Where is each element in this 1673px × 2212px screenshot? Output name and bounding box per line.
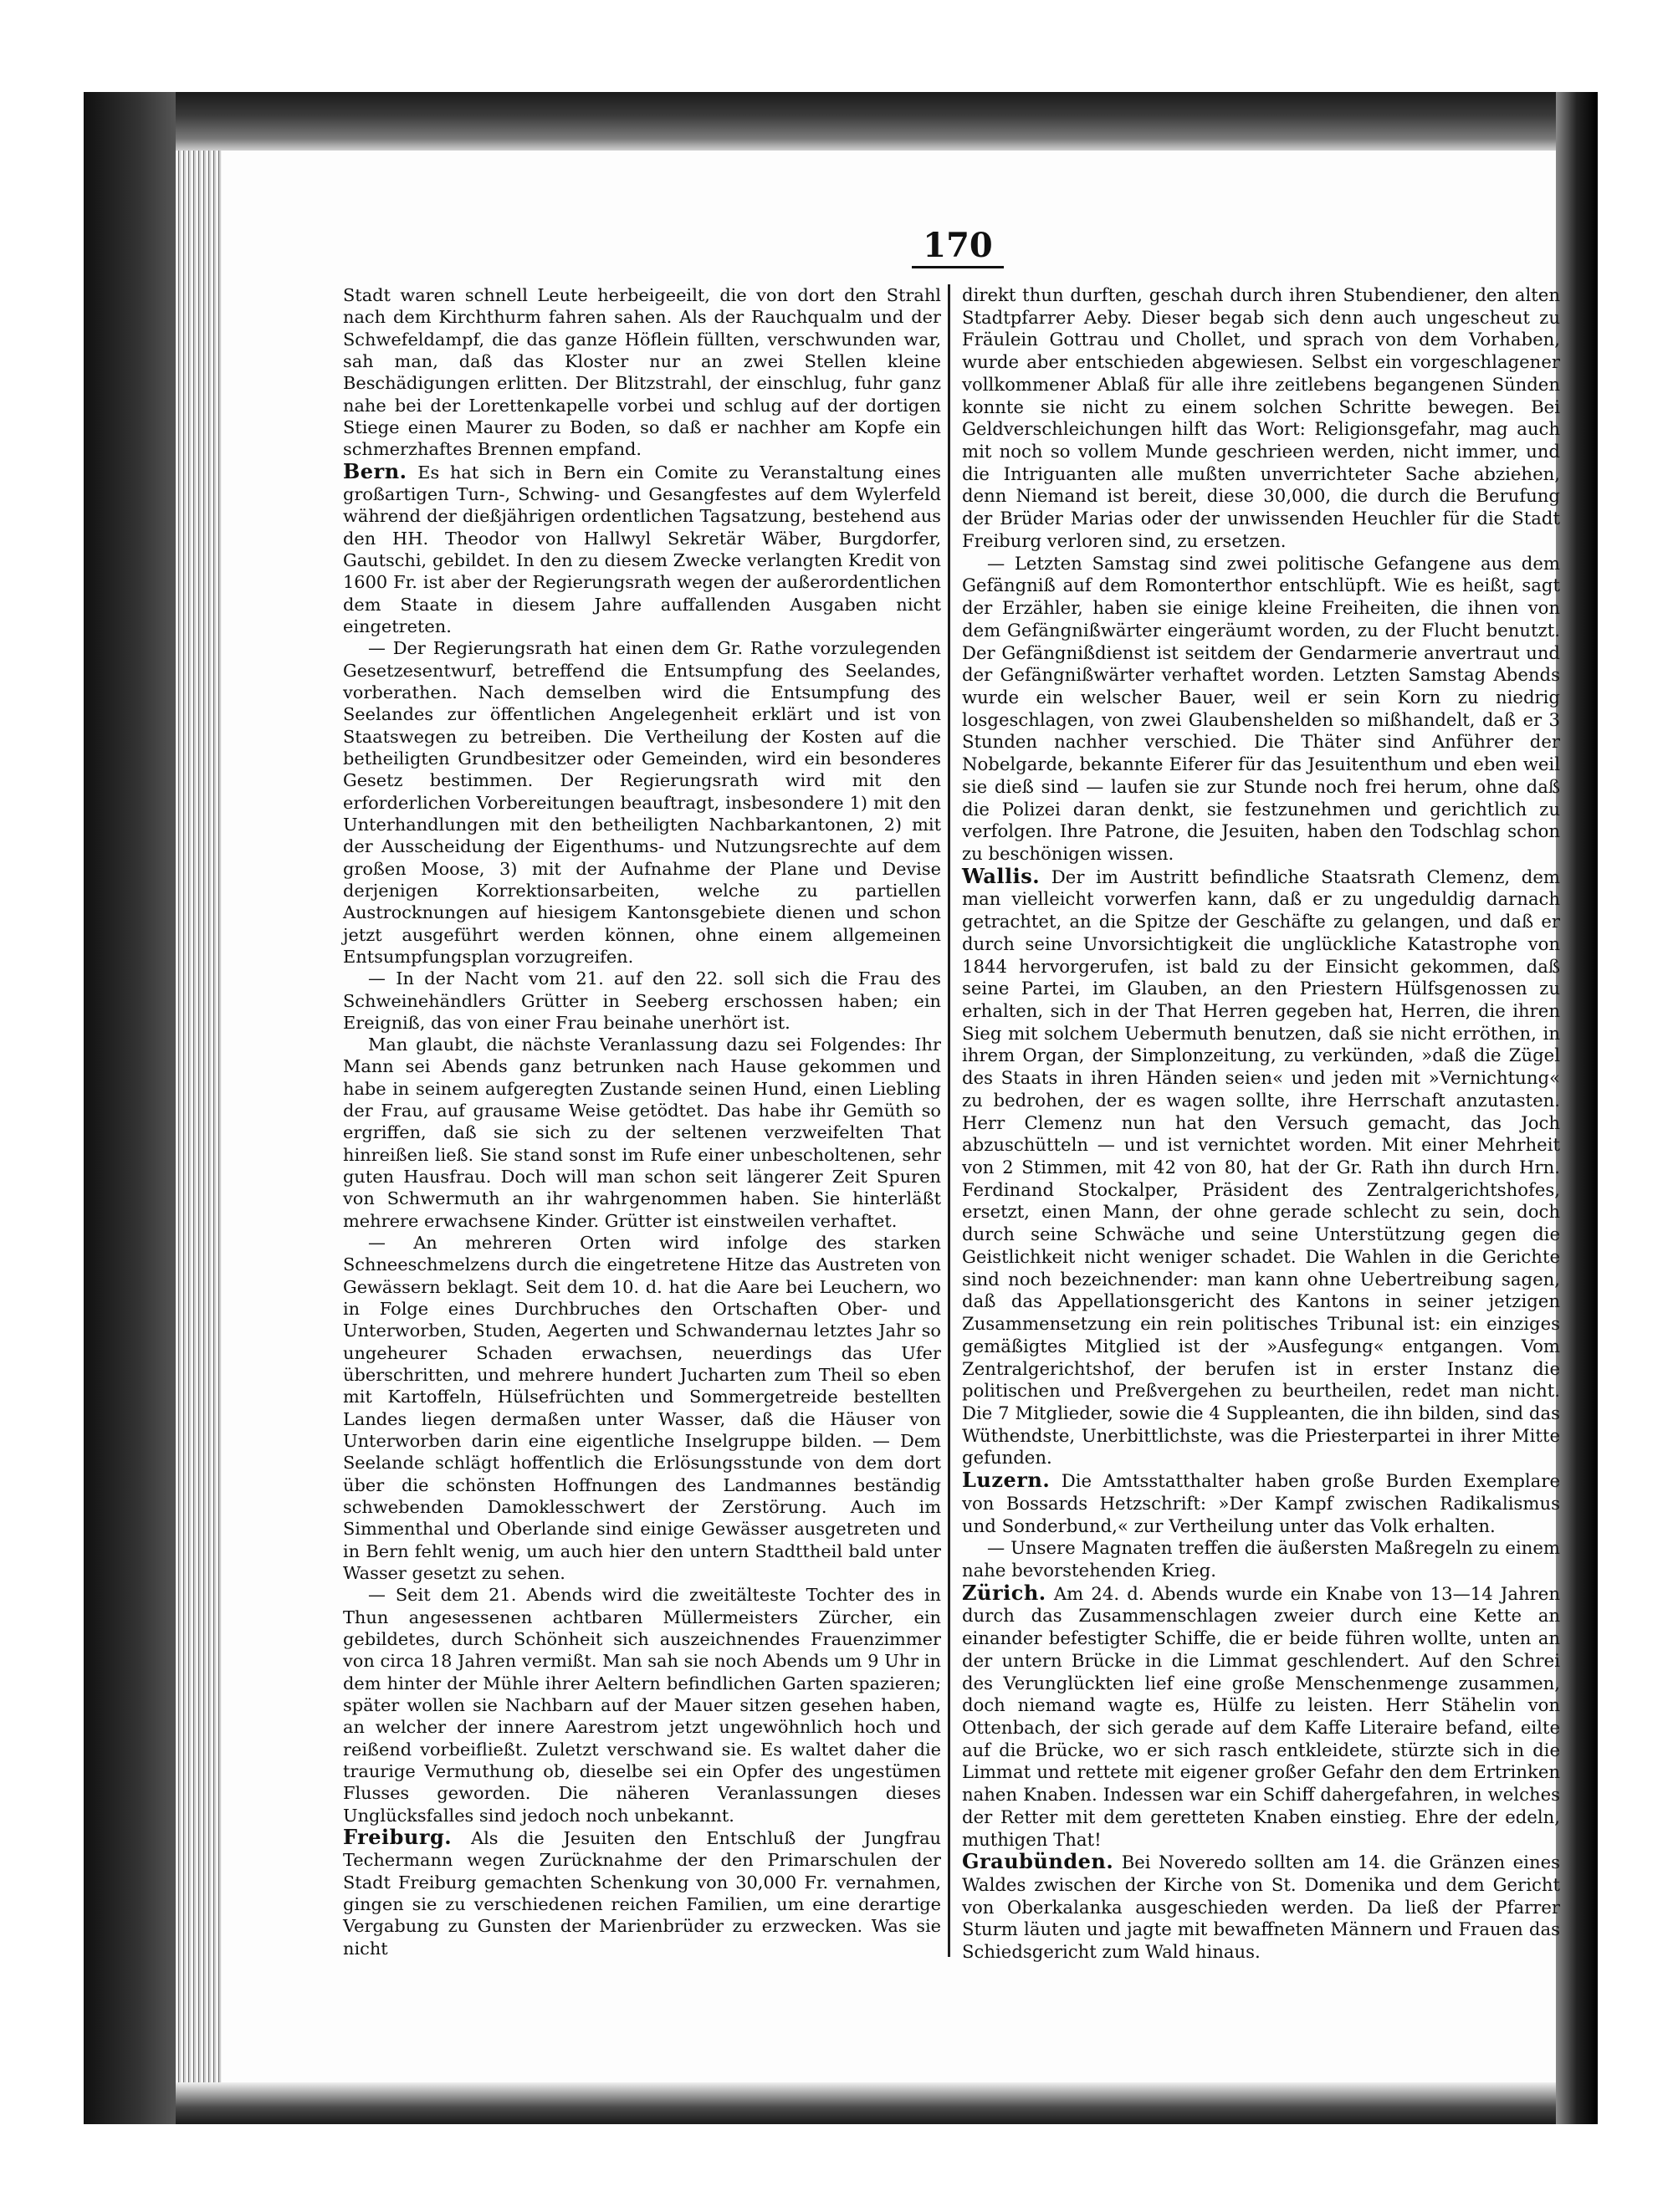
paragraph-text: Am 24. d. Abends wurde ein Knabe von 13—14 Jahren durch das Zusammenschlagen zweier durch eine Kette an einander befestigter Schiffe, die er beide führen wollte, unten an der untern Brücke in die Limmat geschlendert. Auf den Schrei des Verunglückten lief eine große Menschenmenge zusammen, doch niemand wagte es, Hülfe zu leisten. Herr Stähelin von Ottenbach, der sich gerade auf dem Kaffe Literaire befand, eilte auf die Brücke, wo er sich rasch entkleidete, stürzte sich in die Limmat und rettete mit eigener großer Gefahr den dem Ertrinken nahen Knaben. Indessen war ein Schiff dahergefahren, in welches der Retter mit dem geretteten Knaben einstieg. Ehre der edeln, muthigen That! [962, 1582, 1560, 1850]
place-heading: Graubünden. [962, 1849, 1114, 1874]
scan-bottom-border [176, 2082, 1556, 2124]
article-paragraph-with-place [343, 458, 941, 638]
place-heading: Luzern. [962, 1468, 1051, 1493]
article-paragraph [962, 553, 1560, 866]
right-column [962, 284, 1560, 1964]
paragraph-text: Der im Austritt befindliche Staatsrath Clemenz, dem man vielleicht vorwerfen kann, daß er zu ungeduldig darnach getrachtet, an die Spitze der Geschäfte zu gelangen, und daß er durch seine Unvorsichtigkeit die unglückliche Katastrophe von 1844 hervorgerufen, ist bald zu der Einsicht gekommen, daß seine Partei, im Glauben, an den Priestern Hülfsgenossen zu erhalten, sich in der That Herren gegeben hat, Herren, die ihren Sieg mit solchem Uebermuth benutzen, daß sie nicht erröthen, in ihrem Organ, der Simplonzeitung, zu verkünden, »daß die Zügel des Staats in ihren Händen seien« und jeden mit »Vernichtung« zu bedrohen, der es wagen sollte, ihre Herrschaft anzutasten. Herr Clemenz nun hat den Versuch gemacht, das Joch abzuschütteln — und ist vernichtet worden. Mit einer Mehrheit von 2 Stimmen, mit 42 von 80, hat der Gr. Rath ihn durch Hrn. Ferdinand Stockalper, Präsident des Zentralgerichtshofes, ersetzt, einen Mann, der ohne gerade schlecht zu sein, doch durch seine Schwäche und seine Unterstützung gegen die Geistlichkeit nicht weniger schadet. Die Wahlen in die Gerichte sind noch bezeichnender: man kann ohne Uebertreibung sagen, daß das Appellationsgericht des Kantons in seiner jetzigen Zusammensetzung ein rein politisches Tribunal ist: ein einziges gemäßigtes Mitglied ist der »Ausfegung« entgangen. Vom Zentralgerichtshof, der berufen ist in erster Instanz die politischen und Preßvergehen zu beurtheilen, redet man nicht. Die 7 Mitglieder, sowie die 4 Suppleanten, die ihn bilden, sind das Wüthendste, Unerbittlichste, was die Priesterpartei in ihrer Mitte gefunden. [962, 866, 1560, 1469]
article-paragraph-with-place [962, 1582, 1560, 1852]
place-heading: Wallis. [962, 863, 1041, 888]
place-heading: Freiburg. [343, 1824, 453, 1849]
paragraph-text: — An mehreren Orten wird infolge des starken Schneeschmelzens durch die eingetretene Hitze das Austreten von Gewässern beklagt. Seit dem 10. d. hat die Aare bei Leuchern, wo in Folge eines Durchbruches den Ortschaften Ober- und Unterworben, Studen, Aegerten und Schwandernau letztes Jahr so ungeheurer Schaden erwachsen, neuerdings das Ufer überschritten, und mehrere hundert Jucharten zum Theil so eben mit Kartoffeln, Hülsefrüchten und Sommergetreide bestellten Landes liegen dermaßen unter Wasser, daß die Häuser von Unterworben darin eine eigentliche Inselgruppe bilden. — Dem Seelande schlägt hoffentlich die Erlösungsstunde von dem dort über die schönsten Hoffnungen des Landmannes beständig schwebenden Damoklesschwert der Zerstörung. Auch im Simmenthal und Oberlande sind einige Gewässer ausgetreten und in Bern fehlt wenig, um auch hier den untern Stadttheil bald unter Wasser gesetzt zu sehen. [343, 1233, 941, 1584]
article-paragraph [962, 1537, 1560, 1581]
scan-right-border [1556, 92, 1598, 2124]
paragraph-text: — In der Nacht vom 21. auf den 22. soll sich die Frau des Schweinehändlers Grütter in Seeberg erschossen haben; ein Ereigniß, das von einer Frau beinahe unerhört ist. [343, 968, 941, 1033]
article-paragraph [343, 1034, 941, 1232]
paragraph-text: — Unsere Magnaten treffen die äußersten Maßregeln zu einem nahe bevorstehenden Krieg. [962, 1537, 1560, 1581]
article-paragraph [962, 284, 1560, 553]
scan-left-border [84, 92, 176, 2124]
paragraph-text: Es hat sich in Bern ein Comite zu Veranstaltung eines großartigen Turn-, Schwing- und Gesangfestes auf dem Wylerfeld während der dießjährigen ordentlichen Tagsatzung, bestehend aus den HH. Theodor von Hallwyl Sekretär Wäber, Burgdorfer, Gautschi, gebildet. In den zu diesem Zwecke verlangten Kredit von 1600 Fr. ist aber der Regierungsrath wegen der außerordentlichen dem Staate in diesem Jahre auffallenden Ausgaben nicht eingetreten. [343, 462, 941, 636]
paragraph-text: — Letzten Samstag sind zwei politische Gefangene aus dem Gefängniß auf dem Romonterthor entschlüpft. Wie es heißt, sagt der Erzähler, haben sie einige kleine Freiheiten, die ihnen von dem Gefängnißwärter eingeräumt worden, zu der Flucht benutzt. Der Gefängnißdienst ist seitdem der Gendarmerie anvertraut und der Gefängnißwärter verhaftet worden. Letzten Samstag Abends wurde ein welscher Bauer, weil er sein Korn zu niedrig losgeschlagen, von zwei Glaubenshelden so mißhandelt, daß er 3 Stunden nachher verschied. Die Thäter sind Anführer der Nobelgarde, bekannte Eiferer für das Jesuitenthum und eben weil sie dieß sind — laufen sie zur Stunde noch frei herum, ohne daß die Polizei daran denkt, sie festzunehmen und gerichtlich zu verfolgen. Ihre Patrone, die Jesuiten, haben den Todschlag schon zu beschönigen wissen. [962, 552, 1560, 864]
page-number: 170 [912, 226, 1004, 268]
paragraph-text: Die Amtsstatthalter haben große Burden Exemplare von Bossards Hetzschrift: »Der Kampf zwischen Radikalismus und Sonderbund,« zur Vertheilung unter das Volk erhalten. [962, 1470, 1560, 1536]
place-heading: Bern. [343, 458, 407, 483]
article-paragraph-with-place [962, 863, 1560, 1469]
article-paragraph-with-place [343, 1826, 941, 1959]
paragraph-text: Als die Jesuiten den Entschluß der Jungfrau Techermann wegen Zurücknahme der den Primarschulen der Stadt Freiburg gemachten Schenkung von 30,000 Fr. vernahmen, gingen sie zu verschiedenen reichen Familien, um eine derartige Vergabung zu Gunsten der Marienbrüder zu erzwecken. Was sie nicht [343, 1827, 941, 1959]
place-heading: Zürich. [962, 1580, 1046, 1605]
paragraph-text: Man glaubt, die nächste Veranlassung dazu sei Folgendes: Ihr Mann sei Abends ganz betrunken nach Hause gekommen und habe in seinem aufgeregten Zustande seinen Hund, einen Liebling der Frau, auf grausame Weise getödtet. Das habe ihr Gemüth so ergriffen, daß sie sich zu der seltenen verzweifelten That hinreißen ließ. Sie stand sonst im Rufe einer unbescholtenen, sehr guten Hausfrau. Doch will man schon seit längerer Zeit Spuren von Schwermuth an ihr wahrgenommen haben. Sie hinterläßt mehrere erwachsene Kinder. Grütter ist einstweilen verhaftet. [343, 1034, 941, 1231]
book-page-edges [176, 151, 222, 2099]
article-paragraph [343, 1584, 941, 1826]
article-paragraph [343, 637, 941, 968]
article-paragraph [343, 284, 941, 461]
paragraph-text: — Seit dem 21. Abends wird die zweitälteste Tochter des in Thun angesessenen achtbaren Müllermeisters Zürcher, ein gebildetes, durch Schönheit sich auszeichnendes Frauenzimmer von circa 18 Jahren vermißt. Man sah sie noch Abends um 9 Uhr in dem hinter der Mühle ihrer Aeltern befindlichen Garten spazieren; später wollen sie Nachbarn auf der Mauer sitzen gesehen haben, an welcher der innere Aarestrom jetzt ungewöhnlich hoch und reißend vorbeifließt. Zuletzt verschwand sie. Es waltet daher die traurige Vermuthung ob, dieselbe sei ein Opfer des ungestümen Flusses geworden. Die näheren Veranlassungen dieses Unglücksfalles sind jedoch noch unbekannt. [343, 1585, 941, 1826]
article-paragraph-with-place [962, 1469, 1560, 1537]
paragraph-text: direkt thun durften, geschah durch ihren Stubendiener, den alten Stadtpfarrer Aeby. Dieser begab sich denn auch ungescheut zu Fräulein Gottrau und Chollet, und sprach von dem Vorhaben, wurde aber entschieden abgewiesen. Selbst ein vorgeschlagener vollkommener Ablaß für alle ihre zeitlebens begangenen Sünden konnte sie nicht zu einem solchen Schritte bewegen. Bei Geldverschleichungen hilft das Wort: Religionsgefahr, mag auch mit noch so vollem Munde geschrieen werden, nicht immer, und die Intriguanten alle mußten unverrichteter Sache abziehen, denn Niemand ist bereit, diese 30,000, die durch die Berufung der Brüder Marias oder der unwissenden Heuchler für die Stadt Freiburg verloren sind, zu ersetzen. [962, 284, 1560, 551]
article-paragraph [343, 1232, 941, 1584]
article-paragraph-with-place [962, 1851, 1560, 1964]
paragraph-text: — Der Regierungsrath hat einen dem Gr. Rathe vorzulegenden Gesetzesentwurf, betreffend die Entsumpfung des Seelandes, vorberathen. Nach demselben wird die Entsumpfung des Seelandes zur öffentlichen Angelegenheit erklärt und ist von Staatswegen zu betreiben. Die Vertheilung der Kosten auf die betheiligten Grundbesitzer oder Gemeinden, wird ein besonderes Gesetz bestimmen. Der Regierungsrath wird mit den erforderlichen Vorbereitungen beauftragt, insbesondere 1) mit den Unterhandlungen mit den betheiligten Nachbarkantonen, 2) mit der Ausscheidung der Eigenthums- und Nutzungsrechte auf dem großen Moose, 3) mit der Aufnahme der Plane und Devise derjenigen Korrektionsarbeiten, welche zu partiellen Austrocknungen auf hiesigem Kantonsgebiete dienen und schon jetzt ausgeführt werden können, ohne einem allgemeinen Entsumpfungsplan vorzugreifen. [343, 638, 941, 967]
column-divider [948, 284, 950, 1957]
article-paragraph [343, 968, 941, 1034]
paragraph-text: Bei Noveredo sollten am 14. die Gränzen eines Waldes zwischen der Kirche von St. Domenika und dem Gericht von Oberkalanka ausgeschieden werden. Da ließ der Pfarrer Sturm läuten und jagte mit bewaffneten Männern und Frauen das Schiedsgericht zum Wald hinaus. [962, 1852, 1560, 1963]
scan-top-border [84, 92, 1598, 151]
paragraph-text: Stadt waren schnell Leute herbeigeeilt, die von dort den Strahl nach dem Kirchthurm fahren sahen. Als der Rauchqualm und der Schwefeldampf, die das ganze Höflein füllten, verschwunden war, sah man, daß das Kloster nur an zwei Stellen kleine Beschädigungen erlitten. Der Blitzstrahl, der einschlug, fuhr ganz nahe bei der Lorettenkapelle vorbei und schlug auf der dortigen Stiege einen Maurer zu Boden, so daß er nachher am Kopfe ein schmerzhaftes Brennen empfand. [343, 285, 941, 460]
left-column [343, 284, 941, 1959]
